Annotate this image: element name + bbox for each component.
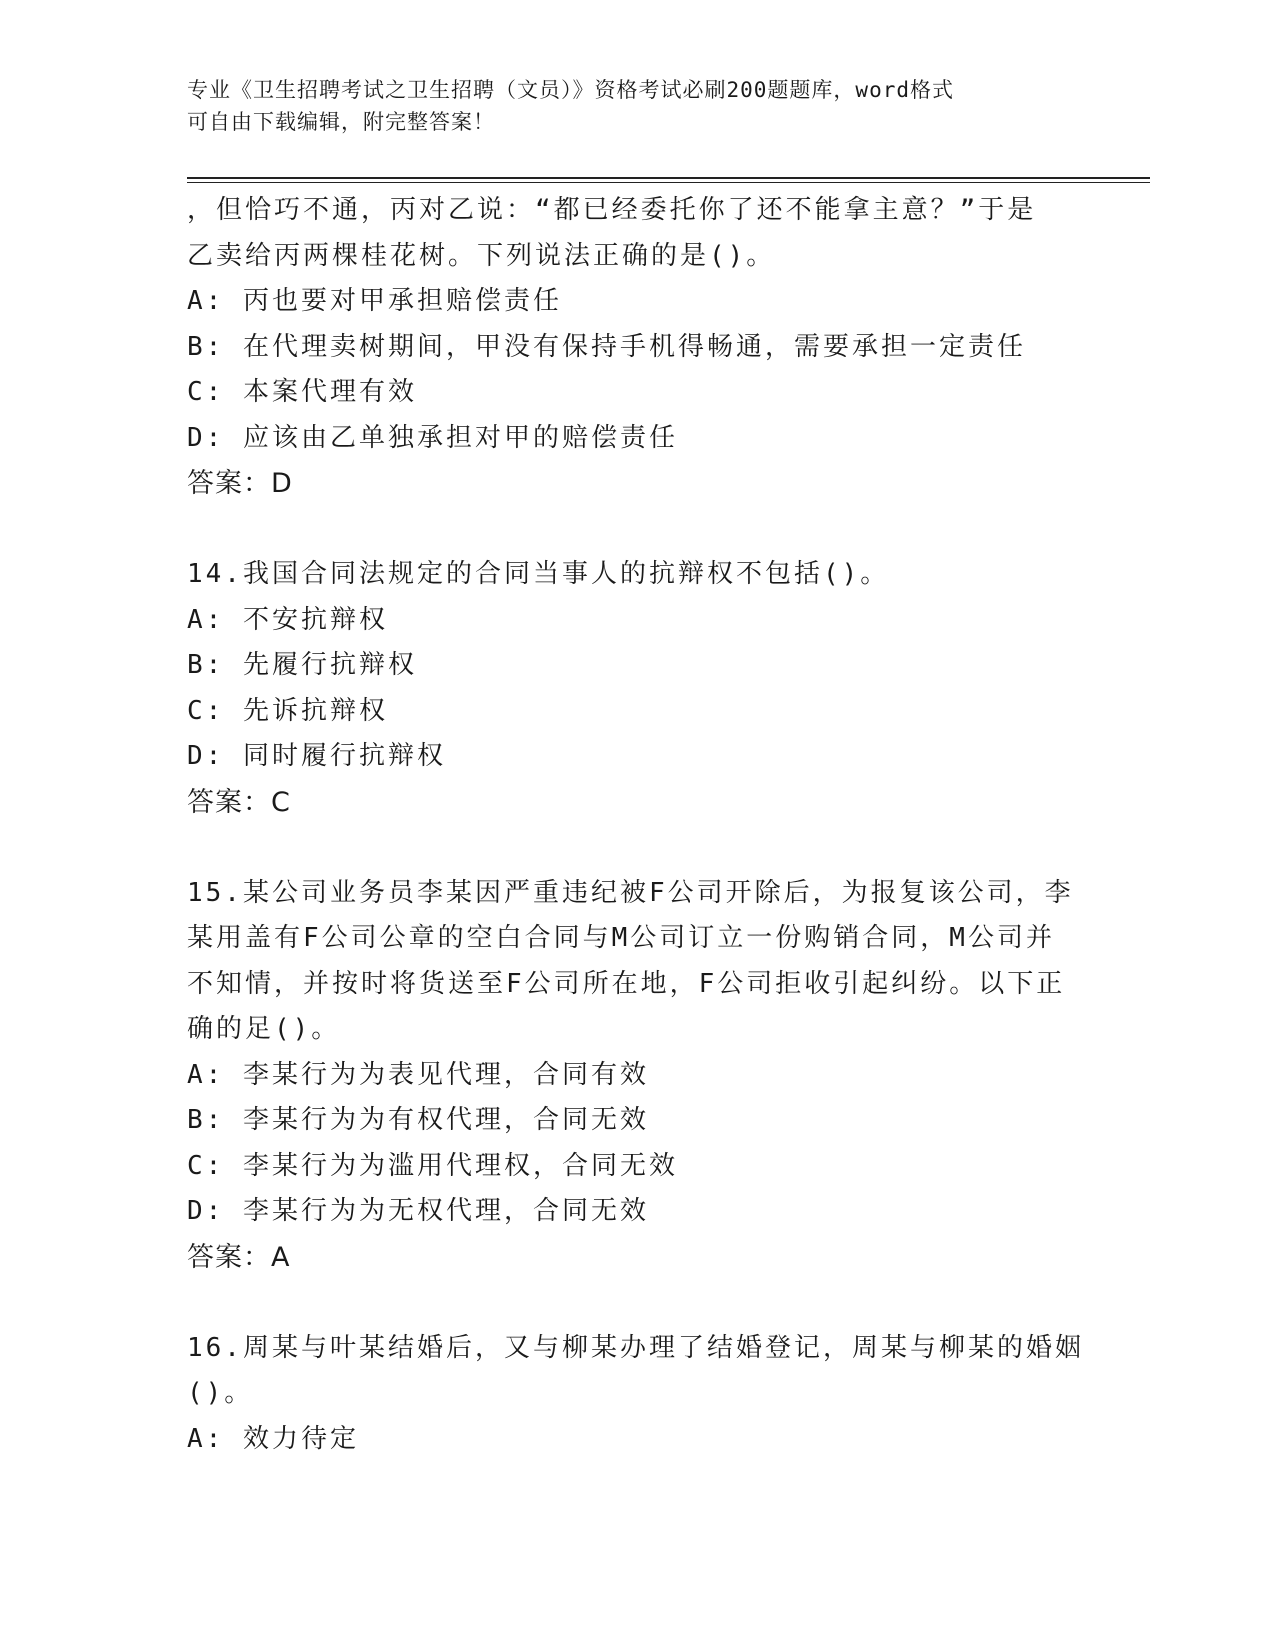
header-line-1: 专业《卫生招聘考试之卫生招聘（文员）》资格考试必刷200题题库，word格式 xyxy=(187,78,954,102)
question-16 xyxy=(187,1326,1087,1463)
question-text-line: 16.周某与叶某结婚后，又与柳某办理了结婚登记，周某与柳某的婚姻 xyxy=(187,1332,1084,1363)
question-15 xyxy=(187,871,1087,1281)
option-a: A: 不安抗辩权 xyxy=(187,604,388,635)
option-a: A: 丙也要对甲承担赔偿责任 xyxy=(187,286,562,316)
option-b: B: 先履行抗辩权 xyxy=(187,650,417,680)
option-c: C: 先诉抗辩权 xyxy=(187,695,388,726)
answer-line: 答案：C xyxy=(187,786,291,818)
spacer xyxy=(187,1280,1087,1326)
question-text-line: ()。 xyxy=(187,1378,254,1408)
question-text-line: 15.某公司业务员李某因严重违纪被F公司开除后，为报复该公司，李 xyxy=(187,877,1074,908)
option-b: B: 在代理卖树期间，甲没有保持手机得畅通，需要承担一定责任 xyxy=(187,331,1026,362)
question-list xyxy=(187,188,1087,1462)
answer-line: 答案：D xyxy=(187,468,293,499)
spacer xyxy=(187,507,1087,553)
option-d: D: 李某行为为无权代理，合同无效 xyxy=(187,1196,649,1226)
question-13 xyxy=(187,188,1087,507)
question-text-line: 某用盖有F公司公章的空白合同与M公司订立一份购销合同，M公司并 xyxy=(187,923,1055,953)
answer-line: 答案：A xyxy=(187,1241,291,1273)
question-text-line: 不知情，并按时将货送至F公司所在地，F公司拒收引起纠纷。以下正 xyxy=(187,968,1066,999)
document-header xyxy=(187,74,1087,138)
header-line-2: 可自由下载编辑，附完整答案！ xyxy=(187,110,495,134)
header-rule-thin xyxy=(187,182,1150,183)
option-b: B: 李某行为为有权代理，合同无效 xyxy=(187,1105,649,1135)
option-d: D: 应该由乙单独承担对甲的赔偿责任 xyxy=(187,422,678,453)
question-text-line: ，但恰巧不通，丙对乙说：“都已经委托你了还不能拿主意？”于是 xyxy=(187,195,1037,225)
spacer xyxy=(187,825,1087,871)
option-c: C: 本案代理有效 xyxy=(187,377,417,407)
question-text-line: 乙卖给丙两棵桂花树。下列说法正确的是()。 xyxy=(187,240,776,271)
question-text-line: 确的足()。 xyxy=(187,1014,341,1044)
option-a: A: 效力待定 xyxy=(187,1423,359,1454)
header-rule-thick xyxy=(187,177,1150,179)
option-c: C: 李某行为为滥用代理权，合同无效 xyxy=(187,1150,678,1181)
option-a: A: 李某行为为表见代理，合同有效 xyxy=(187,1059,649,1090)
question-text-line: 14.我国合同法规定的合同当事人的抗辩权不包括()。 xyxy=(187,559,890,589)
question-14 xyxy=(187,552,1087,825)
option-d: D: 同时履行抗辩权 xyxy=(187,741,446,771)
